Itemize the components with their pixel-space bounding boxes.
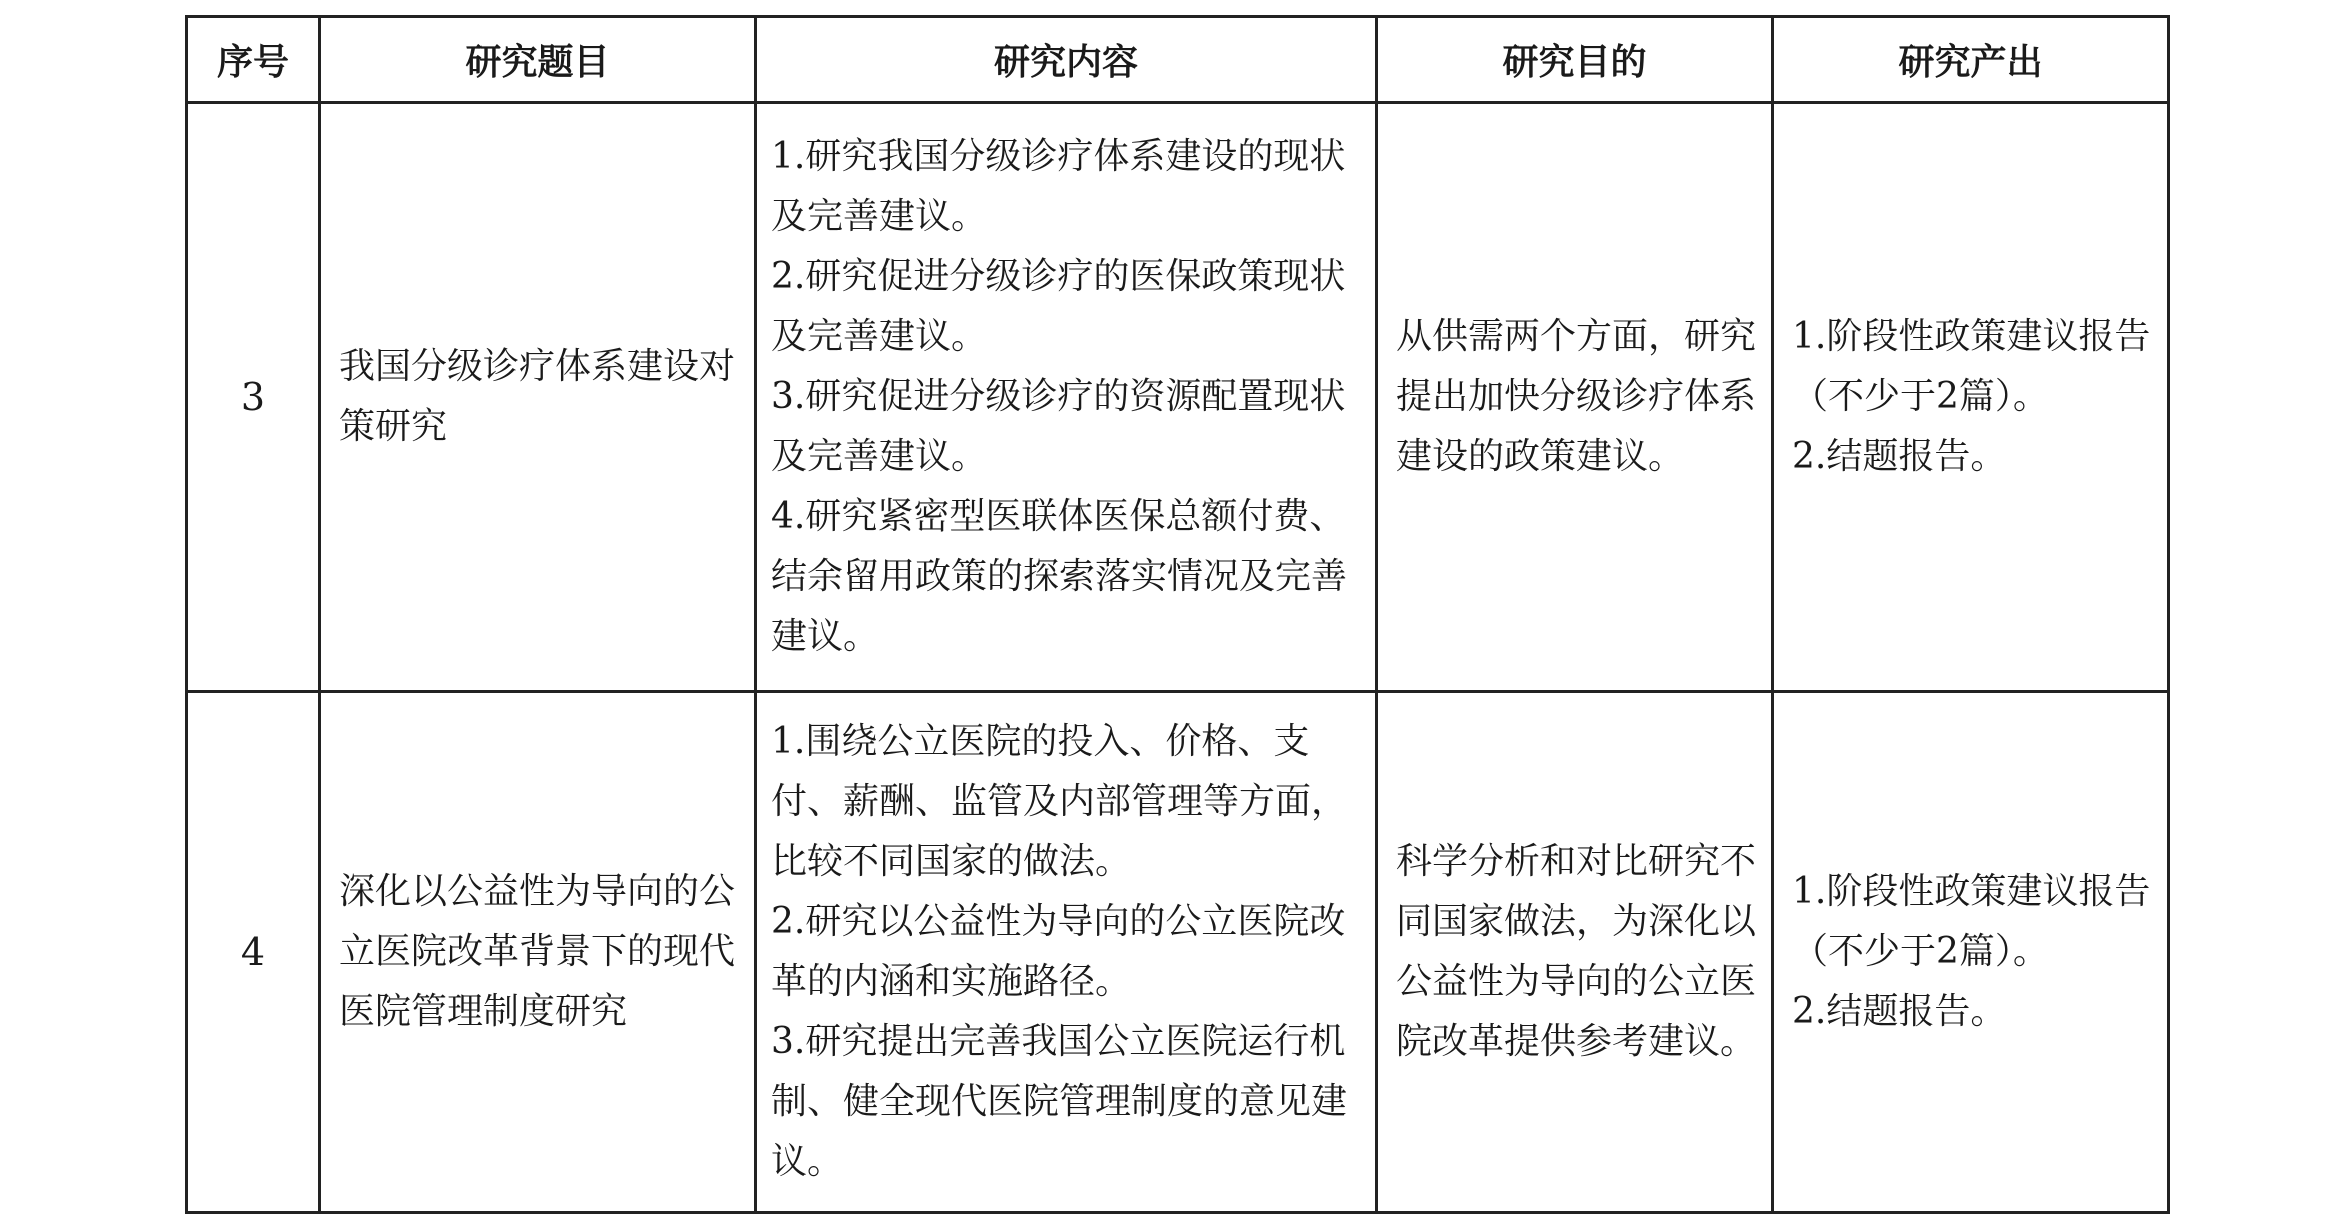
row-number: 4 — [187, 692, 320, 1213]
research-title-cell — [320, 103, 756, 692]
research-content-cell — [756, 692, 1377, 1213]
header-purpose: 研究目的 — [1377, 17, 1773, 103]
table-row — [187, 103, 2169, 692]
output-item: 2.结题报告。 — [1792, 436, 2007, 477]
header-content: 研究内容 — [756, 17, 1377, 103]
output-item: 1.阶段性政策建议报告（不少于2篇）。 — [1792, 316, 2151, 417]
content-item: 2.研究以公益性为导向的公立医院改革的内涵和实施路径。 — [771, 901, 1346, 1002]
research-title: 深化以公益性为导向的公立医院改革背景下的现代医院管理制度研究 — [339, 871, 736, 1032]
row-number: 3 — [187, 103, 320, 692]
output-item: 1.阶段性政策建议报告（不少于2篇）。 — [1792, 871, 2151, 972]
header-num: 序号 — [187, 17, 320, 103]
research-title: 我国分级诊疗体系建设对策研究 — [339, 346, 736, 447]
table-row — [187, 692, 2169, 1213]
content-item: 3.研究促进分级诊疗的资源配置现状及完善建议。 — [771, 376, 1346, 477]
header-row — [187, 17, 2169, 103]
research-purpose-cell — [1377, 103, 1773, 692]
content-item: 1.围绕公立医院的投入、价格、支付、薪酬、监管及内部管理等方面，比较不同国家的做法。 — [771, 721, 1348, 882]
content-item: 1.研究我国分级诊疗体系建设的现状及完善建议。 — [771, 136, 1346, 237]
header-title: 研究题目 — [320, 17, 756, 103]
research-output-cell — [1773, 103, 2169, 692]
research-purpose: 科学分析和对比研究不同国家做法，为深化以公益性为导向的公立医院改革提供参考建议。 — [1396, 841, 1757, 1062]
output-item: 2.结题报告。 — [1792, 991, 2007, 1032]
research-purpose-cell — [1377, 692, 1773, 1213]
content-item: 4.研究紧密型医联体医保总额付费、结余留用政策的探索落实情况及完善建议。 — [771, 496, 1348, 657]
research-title-cell — [320, 692, 756, 1213]
research-output-cell — [1773, 692, 2169, 1213]
research-purpose: 从供需两个方面，研究提出加快分级诊疗体系建设的政策建议。 — [1396, 316, 1757, 477]
research-content-cell — [756, 103, 1377, 692]
header-output: 研究产出 — [1773, 17, 2169, 103]
content-item: 3.研究提出完善我国公立医院运行机制、健全现代医院管理制度的意见建议。 — [771, 1021, 1348, 1182]
content-item: 2.研究促进分级诊疗的医保政策现状及完善建议。 — [771, 256, 1346, 357]
research-table — [185, 15, 2170, 1214]
